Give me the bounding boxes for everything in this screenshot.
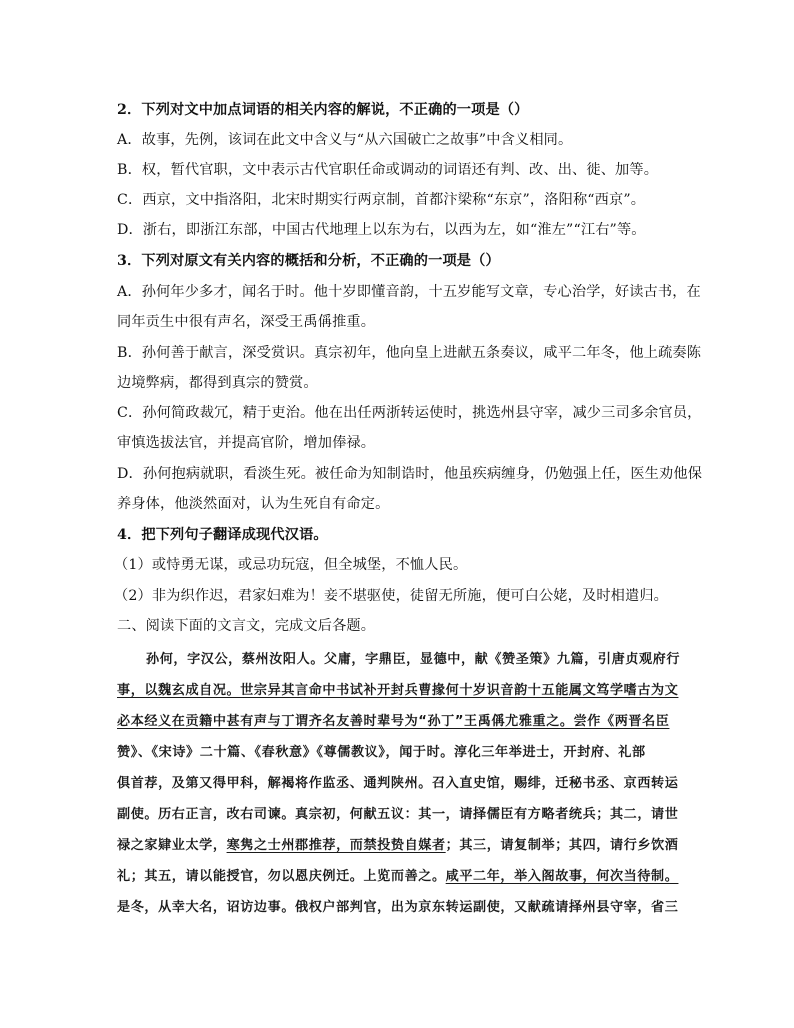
passage-segment: ；其三，请复制举；其四，请行乡饮酒 (445, 838, 679, 853)
q3-line: C．孙何简政裁冗，精于吏治。他在出任两浙转运使时，挑选州县守宰，减少三司多余官员， (117, 405, 702, 421)
passage-segment-underlined: 寒隽之士州郡推荐，而禁投贽自媒者 (226, 838, 446, 853)
q3-line: 边境弊病，都得到真宗的赞赏。 (117, 375, 318, 391)
passage-line: 是冬，从幸大名，诏访边事。俄权户部判官，出为京东转运副使，又献疏请择州县守宰，省三 (117, 900, 679, 915)
passage-line: 孙何，字汉公，蔡州汝阳人。父庸，字鼎臣，显德中，献《赞圣策》九篇，引唐贞观府行 (146, 652, 681, 667)
passage-segment-underlined: 咸平二年，举入阁故事，何次当待制。 (445, 869, 679, 884)
q2-option-b: B．权，暂代官职，文中表示古代官职任命或调动的词语还有判、改、出、徙、加等。 (117, 162, 659, 178)
q3-line: B．孙何善于献言，深受赏识。真宗初年，他向皇上进献五条奏议，咸平二年冬，他上疏奏陈 (117, 345, 702, 361)
passage-line (117, 867, 682, 887)
q2-option-a: A．故事，先例，该词在此文中含义与“从六国破亡之故事”中含义相同。 (117, 132, 573, 148)
section-heading: 二、阅读下面的文言文，完成文后各题。 (117, 618, 376, 634)
q4-item-2: （2）非为织作迟，君家妇难为！妾不堪驱使，徒留无所施，便可白公姥，及时相遣归。 (114, 588, 669, 604)
q2-option-d: D．浙右，即浙江东部，中国古代地理上以东为右，以西为左，如“淮左”“江右”等。 (117, 222, 646, 238)
passage-line-underlined: 事，以魏玄成自况。世宗异其言命中书试补开封兵曹掾何十岁识音韵十五能属文笃学嗜古为文 (117, 683, 679, 698)
q3-line: A．孙何年少多才，闻名于时。他十岁即懂音韵，十五岁能写文章，专心治学，好读古书，在 (117, 284, 701, 300)
passage-line-underlined: 必本经义在贡籍中甚有声与丁谓齐名友善时辈号为“孙丁”王禹偁尤雅重之。尝作《两晋名臣 (117, 714, 670, 729)
passage-segment: 禄之家肄业太学， (117, 838, 227, 853)
q2-option-c: C．西京，文中指洛阳，北宋时期实行两京制，首都汴梁称“东京”，洛阳称“西京”。 (117, 192, 646, 208)
q3-line: 审慎选拔法官，并提高官阶，增加俸禄。 (117, 435, 376, 451)
passage-line: 俱首荐，及第又得甲科，解褐将作监丞、通判陕州。召入直史馆，赐绯，迁秘书丞、京西转运 (117, 776, 679, 791)
q2-stem: 2．下列对文中加点词语的相关内容的解说，不正确的一项是（） (117, 102, 529, 118)
passage-line (117, 836, 682, 856)
q3-line: 养身体，他淡然面对，认为生死自有命定。 (117, 496, 390, 512)
passage-line: 副使。历右正言，改右司谏。真宗初，何献五议：其一，请择儒臣有方略者统兵；其二，请世 (117, 807, 679, 822)
q4-stem: 4．把下列句子翻译成现代汉语。 (117, 527, 328, 543)
passage-segment: 礼；其五，请以能授官，勿以恩庆例迁。上览而善之。 (117, 869, 446, 884)
passage-line: 赞》、《宋诗》二十篇、《春秋意》《尊儒教议》，闻于时。淳化三年举进士，开封府、礼部 (117, 745, 646, 760)
q3-line: D．孙何抱病就职，看淡生死。被任命为知制诰时，他虽疾病缠身，仍勉强上任，医生劝他保 (117, 466, 703, 482)
q3-line: 同年贡生中很有声名，深受王禹偁推重。 (117, 314, 376, 330)
q4-item-1: （1）或恃勇无谋，或忌功玩寇，但全城堡，不恤人民。 (114, 557, 468, 573)
q3-stem: 3．下列对原文有关内容的概括和分析，不正确的一项是（） (117, 253, 500, 269)
